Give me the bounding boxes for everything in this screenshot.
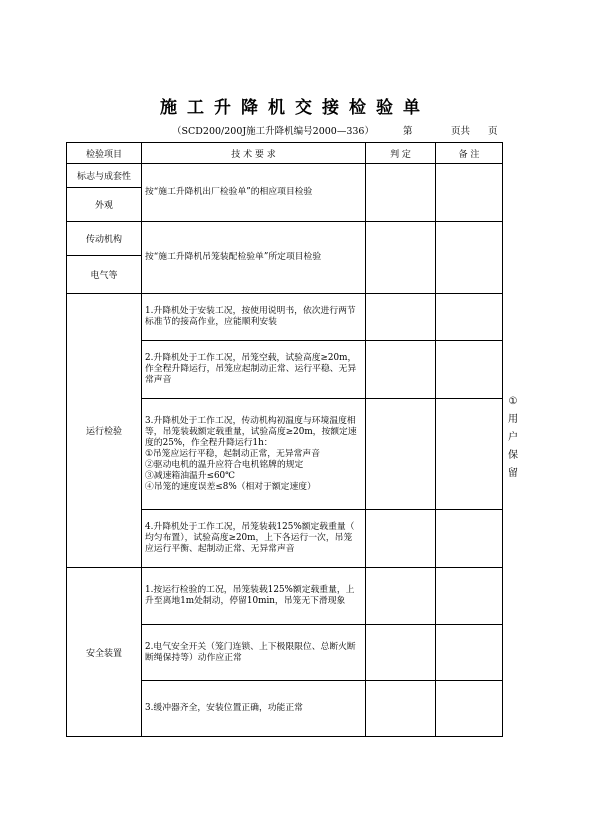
requirement-safety-1: 1.按运行检验的工况，吊笼装载125%额定载重量，上 升至离地1m处制动，停留10min，吊笼无下滑现象 [142,568,366,625]
col-header-remarks: 备 注 [436,143,503,164]
inspection-table [66,142,503,737]
remarks-cell[interactable] [436,568,503,625]
judgment-cell[interactable] [366,510,436,568]
page-label: 第 [403,126,413,137]
requirement-safety-3: 3.缓冲器齐全，安装位置正确，功能正常 [142,681,366,737]
user-reserved-note: ① 用 户 保 留 [508,396,518,479]
judgment-cell[interactable] [366,222,436,294]
table-header-row [67,143,503,164]
remarks-cell[interactable] [436,625,503,681]
remarks-cell[interactable] [436,164,503,222]
item-marking: 标志与成套性 [67,164,142,188]
table-row [67,222,503,256]
table-row [67,294,503,341]
judgment-cell[interactable] [366,294,436,341]
model-number: （SCD200/200J施工升降机编号2000—336） [172,126,374,137]
page-total-label: 页共 [451,126,471,137]
col-header-judgment: 判 定 [366,143,436,164]
remarks-cell[interactable] [436,294,503,341]
form-title: 施工升降机交接检验单 [160,98,430,118]
remarks-cell[interactable] [436,341,503,399]
requirement-run-2: 2.升降机处于工作工况，吊笼空载，试验高度≥20m， 作全程升降运行，吊笼应起制动正常、运行平稳、无异 常声音 [142,341,366,399]
remarks-cell[interactable] [436,681,503,737]
requirement-run-4: 4.升降机处于工作工况，吊笼装载125%额定载重量（ 均匀布置），试验高度≥20m，上下各运行一次，吊笼 应运行平衡、起制动正常、无异常声音 [142,510,366,568]
requirement-run-3: 3.升降机处于工作工况，传动机构初温度与环境温度相 等，吊笼装载额定载重量，试验高度≥20m，按额定速 度的25%，作全程升降运行1h： ①吊笼应运行平稳，起制动正常，无异常声音 ②驱动电机的温升应符合电机铭牌的规定 ③减速箱油温升≤60℃ ④吊笼的速度误差≤8%（相对于额定速度） [142,399,366,510]
judgment-cell[interactable] [366,625,436,681]
requirement-factory-check: 按“施工升降机出厂检验单”的相应项目检验 [142,164,366,222]
col-header-requirement: 技 术 要 求 [142,143,366,164]
requirement-cage-check: 按“施工升降机吊笼装配检验单”所定项目检验 [142,222,366,294]
item-running-test: 运行检验 [67,294,142,568]
remarks-cell[interactable] [436,222,503,294]
table-row [67,568,503,625]
requirement-run-1: 1.升降机处于安装工况，按使用说明书，依次进行两节 标准节的接高作业，应能顺利安装 [142,294,366,341]
col-header-item: 检验项目 [67,143,142,164]
item-safety-devices: 安全装置 [67,568,142,737]
requirement-safety-2: 2.电气安全开关（笼门连锁、上下极限限位、总断火断 断绳保持等）动作应正常 [142,625,366,681]
page-end-label: 页 [488,126,498,137]
judgment-cell[interactable] [366,681,436,737]
judgment-cell[interactable] [366,399,436,510]
judgment-cell[interactable] [366,164,436,222]
item-electrical: 电气等 [67,256,142,294]
judgment-cell[interactable] [366,568,436,625]
item-appearance: 外观 [67,188,142,222]
remarks-cell[interactable] [436,399,503,510]
table-row [67,164,503,188]
judgment-cell[interactable] [366,341,436,399]
remarks-cell[interactable] [436,510,503,568]
item-drive: 传动机构 [67,222,142,256]
